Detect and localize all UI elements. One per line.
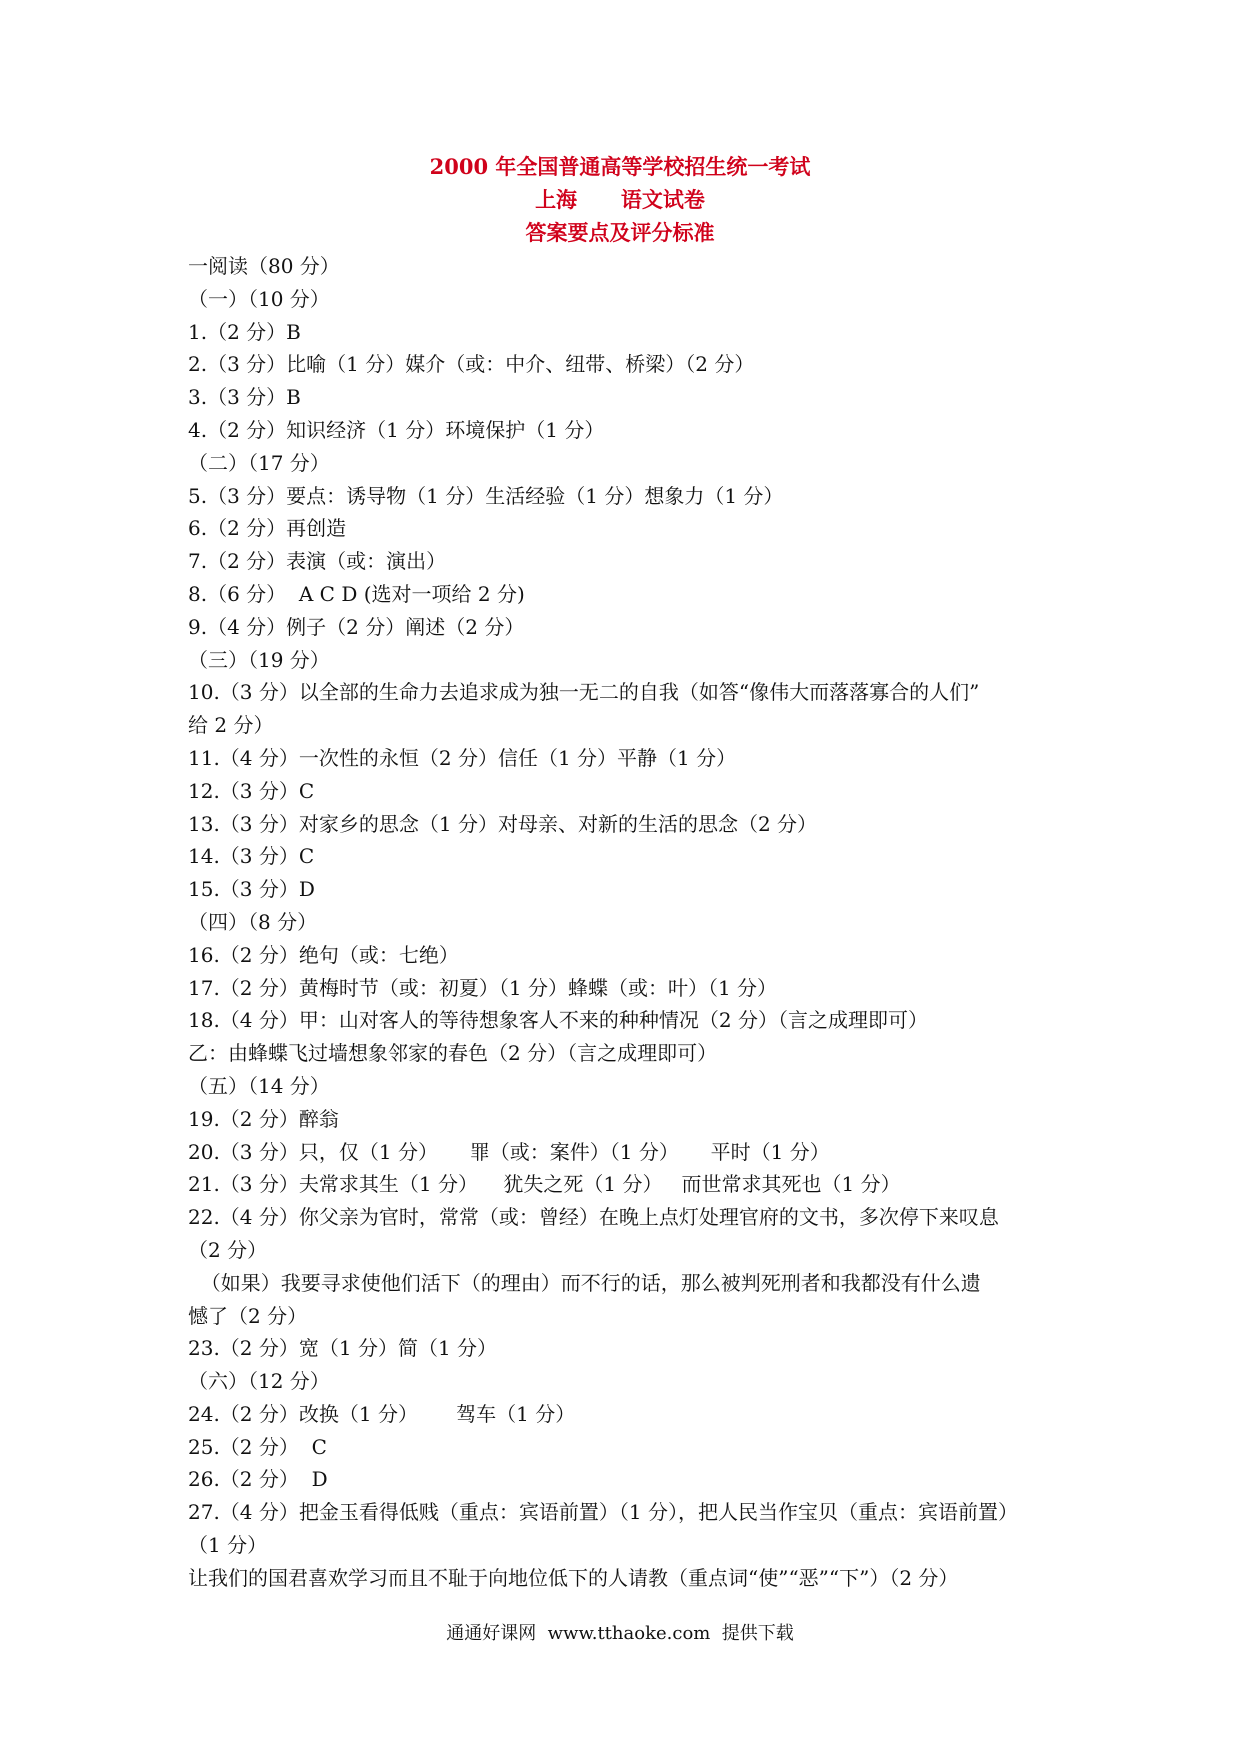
exam-subtitle: 上海 语文试卷 (535, 187, 705, 212)
answer-line: 16.（2 分）绝句（或：七绝） (188, 942, 459, 967)
answer-line: 7.（2 分）表演（或：演出） (188, 549, 447, 574)
answer-line: 10.（3 分）以全部的生命力去追求成为独一无二的自我（如答“像伟大而落落寡合的人们” (188, 680, 980, 705)
exam-title: 2000 年全国普通高等学校招生统一考试 (429, 154, 811, 179)
answer-line: （二）（17 分） (188, 450, 330, 475)
answer-line: （四）（8 分） (188, 909, 318, 934)
answer-line: （五）（14 分） (188, 1073, 330, 1098)
answer-line: 17.（2 分）黄梅时节（或：初夏）（1 分）蜂蝶（或：叶）（1 分） (188, 975, 778, 1000)
answer-line: 27.（4 分）把金玉看得低贱（重点：宾语前置）（1 分），把人民当作宝贝（重点：宾语前置） (188, 1500, 1018, 1525)
answer-line: 6.（2 分）再创造 (188, 516, 347, 541)
answer-line: 25.（2 分） C (188, 1434, 327, 1459)
answer-line: 13.（3 分）对家乡的思念（1 分）对母亲、对新的生活的思念（2 分） (188, 811, 818, 836)
answer-line: （六）（12 分） (188, 1369, 330, 1394)
answer-line: （三）（19 分） (188, 647, 330, 672)
answer-line: 3.（3 分）B (188, 385, 301, 410)
answer-line: （1 分） (188, 1533, 268, 1558)
answer-line: 24.（2 分）改换（1 分） 驾车（1 分） (188, 1401, 576, 1426)
answer-line: 21.（3 分）夫常求其生（1 分） 犹失之死（1 分） 而世常求其死也（1 分） (188, 1172, 901, 1197)
answer-line: 14.（3 分）C (188, 844, 315, 869)
answer-line: 19.（2 分）醉翁 (188, 1106, 339, 1131)
answer-line: （2 分） (188, 1237, 268, 1262)
answer-line: 给 2 分） (188, 713, 274, 738)
answer-line: 20.（3 分）只，仅（1 分） 罪（或：案件）（1 分） 平时（1 分） (188, 1139, 830, 1164)
answer-line: 2.（3 分）比喻（1 分）媒介（或：中介、纽带、桥梁）（2 分） (188, 352, 755, 377)
answer-line: （一）（10 分） (188, 286, 330, 311)
answer-line: 23.（2 分）宽（1 分）简（1 分） (188, 1336, 498, 1361)
answer-line: 让我们的国君喜欢学习而且不耻于向地位低下的人请教（重点词“使”“恶”“下”）（2 分） (188, 1565, 959, 1590)
answer-line: 12.（3 分）C (188, 778, 315, 803)
answer-line: 5.（3 分）要点：诱导物（1 分）生活经验（1 分）想象力（1 分） (188, 483, 784, 508)
answer-line: 18.（4 分）甲：山对客人的等待想象客人不来的种种情况（2 分）（言之成理即可） (188, 1008, 928, 1033)
page-footer: 通通好课网 www.tthaoke.com 提供下载 (446, 1623, 794, 1644)
answer-key-body (188, 250, 1068, 1595)
answer-key-title: 答案要点及评分标准 (525, 220, 715, 245)
answer-line: 8.（6 分） A C D (选对一项给 2 分) (188, 581, 525, 606)
answer-line: 4.（2 分）知识经济（1 分）环境保护（1 分） (188, 417, 605, 442)
answer-line: （如果）我要寻求使他们活下（的理由）而不行的话，那么被判死刑者和我都没有什么遗 (188, 1270, 981, 1295)
answer-line: 一阅读（80 分） (188, 254, 340, 278)
answer-line: 1.（2 分）B (188, 319, 301, 344)
answer-line: 22.（4 分）你父亲为官时，常常（或：曾经）在晚上点灯处理官府的文书，多次停下来叹息 (188, 1205, 999, 1230)
answer-line: 乙：由蜂蝶飞过墙想象邻家的春色（2 分）（言之成理即可） (188, 1041, 718, 1066)
document-header (0, 150, 1240, 249)
answer-line: 9.（4 分）例子（2 分）阐述（2 分） (188, 614, 525, 639)
answer-line: 15.（3 分）D (188, 877, 315, 902)
answer-line: 11.（4 分）一次性的永恒（2 分）信任（1 分）平静（1 分） (188, 745, 737, 770)
answer-line: 憾了（2 分） (188, 1303, 308, 1328)
answer-line: 26.（2 分） D (188, 1467, 328, 1492)
